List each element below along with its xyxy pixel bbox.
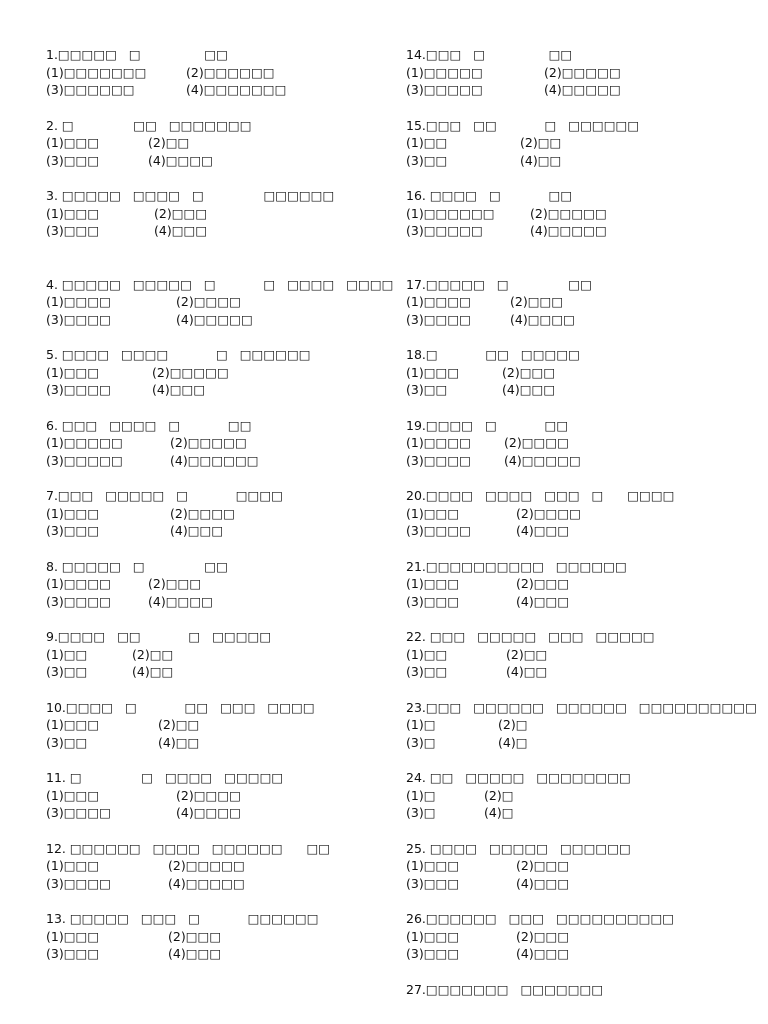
answer-option: (1)□□□ [46, 787, 100, 803]
question-stem: 18.□ □□ □□□□□ [406, 347, 580, 362]
answer-option: (2)□□□□□ [168, 858, 245, 873]
question-stem: 20.□□□□ □□□□ □□□ □ □□□□ [406, 488, 675, 503]
question-stem: 4. □□□□□ □□□□□ □ □ □□□□ □□□□ [46, 276, 394, 292]
answer-option: (2)□□□□ [176, 787, 241, 803]
question-block [406, 417, 746, 470]
question-stem: 27.□□□□□□□ □□□□□□□ [406, 981, 604, 997]
answer-option: (1)□□□□□ [406, 64, 483, 80]
question-block [406, 117, 746, 170]
answer-option: (1)□□□□ [406, 435, 471, 450]
question-stem: 25. □□□□ □□□□□ □□□□□□ [406, 840, 631, 856]
answer-option: (1)□□□ [406, 505, 460, 521]
answer-option: (1)□□□ [46, 364, 100, 380]
question-block [46, 117, 386, 170]
answer-option: (2)□□□□ [176, 294, 241, 309]
question-block [406, 910, 746, 963]
question-stem: 5. □□□□ □□□□ □ □□□□□□ [46, 347, 311, 362]
answer-option: (3)□□□ [46, 946, 100, 961]
answer-option: (1)□□□ [406, 858, 460, 873]
answer-option: (3)□□□□ [406, 311, 471, 327]
question-stem: 3. □□□□□ □□□□ □ □□□□□□ [46, 188, 335, 203]
answer-option: (2)□□□ [516, 928, 570, 944]
answer-option: (4)□□ [520, 152, 562, 168]
question-stem: 10.□□□□ □ □□ □□□ □□□□ [46, 699, 315, 715]
answer-option: (2)□ [484, 787, 514, 803]
answer-option: (4)□□ [506, 664, 548, 679]
answer-option: (4)□□□□□ [176, 311, 253, 327]
answer-option: (2)□□□□ [504, 435, 569, 450]
right-question-column [406, 46, 757, 1016]
answer-option: (2)□□ [520, 135, 562, 150]
question-stem: 12. □□□□□□ □□□□ □□□□□□ □□ [46, 840, 331, 856]
answer-option: (4)□□□□ [148, 152, 213, 168]
question-block [46, 628, 386, 681]
answer-option: (4)□□□□□□□ [186, 82, 287, 97]
answer-option: (4)□□□ [502, 382, 556, 397]
question-stem: 21.□□□□□□□□□□ □□□□□□ [406, 558, 627, 574]
answer-option: (4)□□□□□ [504, 452, 581, 468]
answer-option: (4)□□□□□ [530, 223, 607, 238]
question-block [406, 276, 746, 329]
answer-option: (1)□□□ [46, 928, 100, 944]
question-block [46, 558, 386, 611]
answer-option: (1)□□□□ [46, 294, 111, 309]
answer-option: (2)□□□ [154, 205, 208, 221]
answer-option: (4)□ [498, 734, 528, 750]
answer-option: (4)□□□ [516, 593, 570, 609]
question-block [406, 487, 746, 540]
answer-option: (3)□□□□ [406, 523, 471, 538]
answer-option: (3)□□□□□ [46, 452, 123, 468]
question-stem: 7.□□□ □□□□□ □ □□□□ [46, 488, 283, 503]
answer-option: (4)□□□ [170, 523, 224, 538]
answer-option: (2)□□□□□ [152, 364, 229, 380]
question-block [46, 417, 386, 470]
answer-option: (4)□□□□□ [168, 875, 245, 891]
question-stem: 14.□□□ □ □□ [406, 47, 573, 62]
answer-option: (4)□□□□□ [544, 82, 621, 97]
question-block [406, 46, 746, 99]
answer-option: (4)□□□ [152, 382, 206, 397]
answer-option: (1)□□□□ [406, 294, 471, 309]
question-stem: 17.□□□□□ □ □□ [406, 276, 592, 292]
answer-option: (1)□ [406, 717, 436, 732]
answer-option: (2)□□□□□ [544, 64, 621, 80]
question-stem: 8. □□□□□ □ □□ [46, 558, 228, 574]
answer-option: (3)□□□ [46, 523, 100, 538]
question-stem: 16. □□□□ □ □□ [406, 188, 573, 203]
answer-option: (3)□□□□ [46, 593, 111, 609]
answer-option: (4)□□□□ [176, 805, 241, 820]
question-block [46, 187, 386, 240]
question-block [406, 699, 757, 752]
answer-option: (1)□ [406, 787, 436, 803]
answer-option: (2)□□ [506, 646, 548, 662]
answer-option: (4)□□□ [516, 523, 570, 538]
answer-option: (3)□□□□ [406, 452, 471, 468]
answer-option: (1)□□□ [406, 928, 460, 944]
answer-option: (2)□□□ [168, 928, 222, 944]
question-block [46, 276, 394, 329]
answer-option: (1)□□□ [46, 858, 100, 873]
answer-option: (2)□ [498, 717, 528, 732]
question-block [406, 346, 746, 399]
question-stem: 26.□□□□□□ □□□ □□□□□□□□□□ [406, 911, 675, 926]
question-block [406, 628, 746, 681]
question-block [46, 910, 386, 963]
question-stem: 11. □ □ □□□□ □□□□□ [46, 770, 284, 785]
answer-option: (3)□□□□□ [406, 223, 483, 238]
answer-option: (1)□□ [46, 646, 88, 662]
question-block [46, 840, 386, 893]
question-block [406, 558, 746, 611]
answer-option: (2)□□ [132, 646, 174, 662]
answer-option: (2)□□□□ [170, 505, 235, 521]
answer-option: (2)□□□ [516, 576, 570, 591]
answer-option: (1)□□ [406, 646, 448, 662]
answer-option: (1)□□□ [46, 135, 100, 150]
answer-option: (3)□□ [46, 734, 88, 750]
answer-option: (2)□□ [148, 135, 190, 150]
answer-option: (3)□□ [406, 664, 448, 679]
question-block [46, 346, 386, 399]
answer-option: (3)□ [406, 734, 436, 750]
left-question-column [46, 46, 394, 981]
question-stem: 15.□□□ □□ □ □□□□□□ [406, 117, 640, 133]
answer-option: (4)□□□□ [148, 593, 213, 609]
answer-option: (3)□□□ [46, 223, 100, 238]
answer-option: (3)□□□□ [46, 311, 111, 327]
question-block [46, 487, 386, 540]
answer-option: (4)□□□□ [510, 311, 575, 327]
answer-option: (3)□ [406, 805, 436, 820]
answer-option: (2)□□□□□ [170, 435, 247, 450]
answer-option: (1)□□□□ [46, 576, 111, 591]
answer-option: (3)□□□□ [46, 805, 111, 820]
answer-option: (1)□□□ [46, 717, 100, 732]
answer-option: (2)□□□ [502, 364, 556, 380]
answer-option: (1)□□□ [46, 505, 100, 521]
question-stem: 24. □□ □□□□□ □□□□□□□□ [406, 770, 631, 785]
question-stem: 2. □ □□ □□□□□□□ [46, 117, 252, 133]
question-stem: 23.□□□ □□□□□□ □□□□□□ □□□□□□□□□□ [406, 699, 757, 715]
answer-option: (2)□□□□ [516, 505, 581, 521]
answer-option: (1)□□□□□□□ [46, 64, 147, 80]
question-block [46, 769, 386, 822]
question-stem: 13. □□□□□ □□□ □ □□□□□□ [46, 911, 319, 926]
answer-option: (3)□□□□□□ [46, 82, 135, 97]
answer-option: (3)□□□□□ [406, 82, 483, 97]
answer-option: (1)□□□□□□ [406, 205, 495, 221]
answer-option: (4)□□ [132, 664, 174, 679]
question-stem: 19.□□□□ □ □□ [406, 417, 569, 433]
answer-option: (3)□□□ [406, 946, 460, 961]
answer-option: (3)□□ [406, 382, 448, 397]
answer-option: (3)□□□ [46, 152, 100, 168]
answer-option: (4)□□□ [516, 875, 570, 891]
answer-option: (3)□□ [46, 664, 88, 679]
answer-option: (1)□□□ [46, 205, 100, 221]
question-block [406, 187, 746, 240]
answer-option: (3)□□□□ [46, 875, 111, 891]
question-block [406, 769, 746, 822]
answer-option: (2)□□□□□ [530, 205, 607, 221]
answer-option: (4)□□□ [168, 946, 222, 961]
question-stem: 9.□□□□ □□ □ □□□□□ [46, 629, 272, 644]
answer-option: (2)□□ [158, 717, 200, 732]
answer-option: (3)□□□ [406, 875, 460, 891]
answer-option: (4)□□□ [154, 223, 208, 238]
answer-option: (2)□□□ [510, 294, 564, 309]
answer-option: (1)□□□□□ [46, 435, 123, 450]
answer-option: (2)□□□ [148, 576, 202, 591]
answer-option: (3)□□ [406, 152, 448, 168]
question-block [406, 840, 746, 893]
answer-option: (3)□□□□ [46, 382, 111, 397]
answer-option: (3)□□□ [406, 593, 460, 609]
question-block [46, 699, 386, 752]
answer-option: (1)□□□ [406, 364, 460, 380]
answer-option: (2)□□□□□□ [186, 64, 275, 80]
question-block [46, 46, 386, 99]
answer-option: (4)□ [484, 805, 514, 820]
answer-option: (1)□□□ [406, 576, 460, 591]
question-stem: 1.□□□□□ □ □□ [46, 47, 228, 62]
answer-option: (2)□□□ [516, 858, 570, 873]
question-block [406, 981, 746, 999]
question-stem: 6. □□□ □□□□ □ □□ [46, 417, 252, 433]
answer-option: (1)□□ [406, 135, 448, 150]
answer-option: (4)□□□□□□ [170, 452, 259, 468]
answer-option: (4)□□□ [516, 946, 570, 961]
answer-option: (4)□□ [158, 734, 200, 750]
question-stem: 22. □□□ □□□□□ □□□ □□□□□ [406, 629, 655, 644]
